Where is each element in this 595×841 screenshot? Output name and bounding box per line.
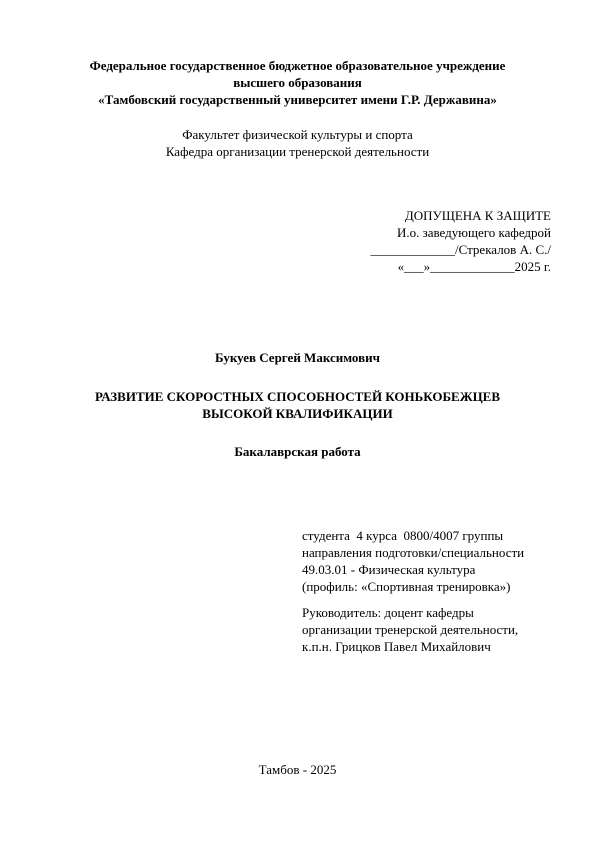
approval-date-line: «___»_____________2025 г. bbox=[397, 259, 551, 274]
student-info-line-4: (профиль: «Спортивная тренировка») bbox=[302, 579, 511, 594]
approval-signature-line: _____________/Стрекалов А. С./ bbox=[370, 242, 551, 257]
institution-line-3: «Тамбовский государственный университет имени Г.Р. Державина» bbox=[98, 92, 497, 107]
supervisor-line-3: к.п.н. Грицков Павел Михайлович bbox=[302, 639, 491, 654]
author-name: Букуев Сергей Максимович bbox=[215, 350, 380, 365]
city-year: Тамбов - 2025 bbox=[258, 762, 337, 777]
student-info bbox=[302, 527, 524, 595]
faculty-block bbox=[0, 126, 595, 160]
supervisor-line-1: Руководитель: доцент кафедры bbox=[302, 605, 474, 620]
supervisor-info bbox=[302, 604, 518, 655]
approval-status: ДОПУЩЕНА К ЗАЩИТЕ bbox=[404, 208, 551, 223]
work-type: Бакалаврская работа bbox=[234, 444, 361, 459]
work-title-line-1: РАЗВИТИЕ СКОРОСТНЫХ СПОСОБНОСТЕЙ КОНЬКОБЕЖЦЕВ bbox=[94, 389, 501, 404]
student-info-line-3: 49.03.01 - Физическая культура bbox=[302, 562, 476, 577]
approval-role: И.о. заведующего кафедрой bbox=[396, 225, 551, 240]
institution-header bbox=[0, 57, 595, 108]
supervisor-line-2: организации тренерской деятельности, bbox=[302, 622, 519, 637]
institution-line-2: высшего образования bbox=[233, 75, 362, 90]
work-title bbox=[0, 388, 595, 422]
department-name: Кафедра организации тренерской деятельности bbox=[165, 144, 430, 159]
student-info-line-2: направления подготовки/специальности bbox=[302, 545, 525, 560]
student-info-line-1: студента 4 курса 0800/4007 группы bbox=[302, 528, 504, 543]
institution-line-1: Федеральное государственное бюджетное образовательное учреждение bbox=[89, 58, 506, 73]
work-title-line-2: ВЫСОКОЙ КВАЛИФИКАЦИИ bbox=[202, 406, 393, 421]
approval-block bbox=[370, 207, 551, 275]
faculty-name: Факультет физической культуры и спорта bbox=[182, 127, 413, 142]
